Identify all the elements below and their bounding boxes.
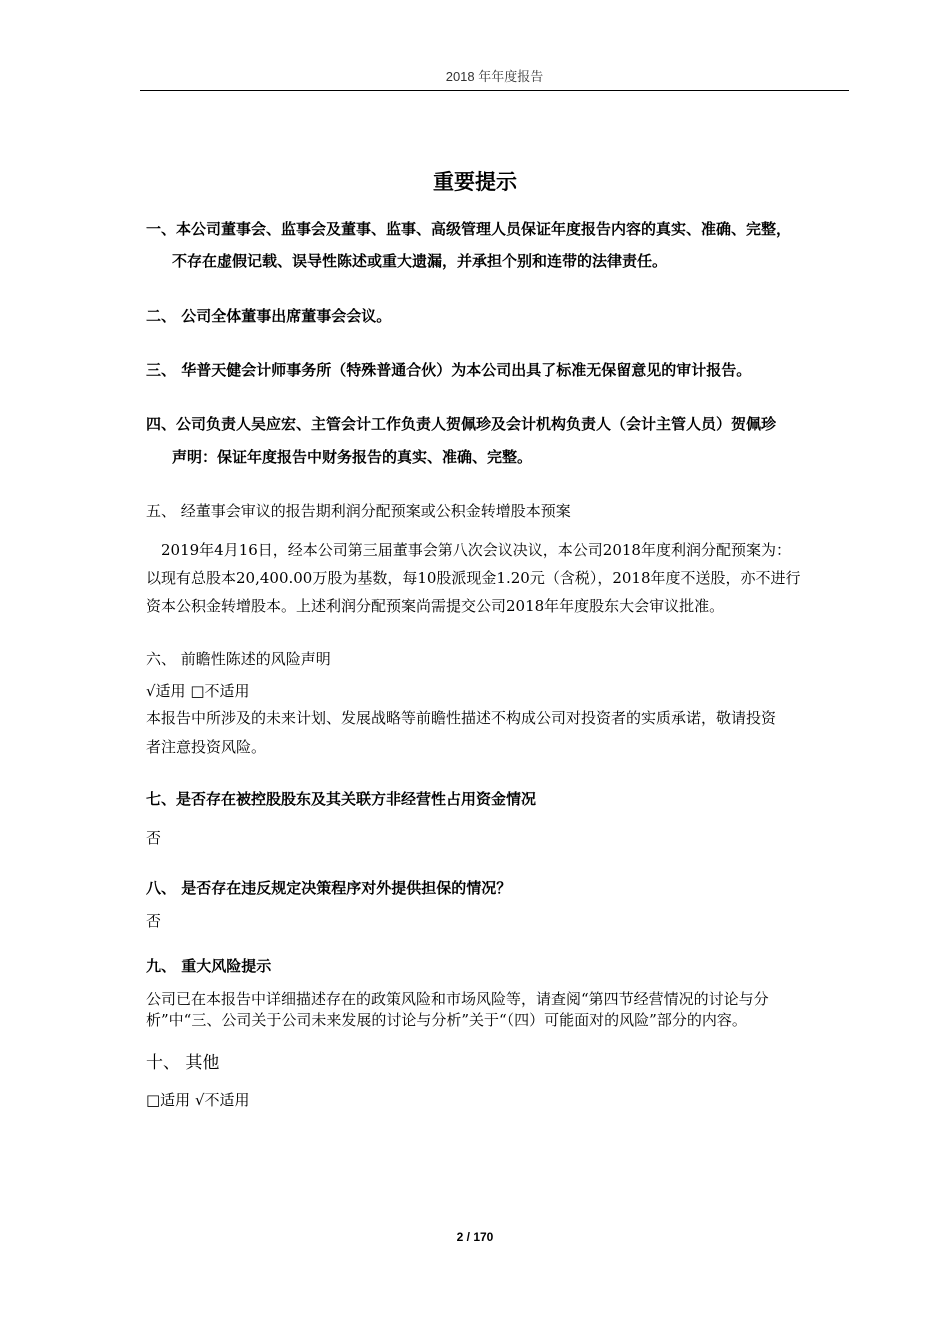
item-5-line-3: 资本公积金转增股本。上述利润分配预案尚需提交公司2018年年度股东大会审议批准。 — [146, 597, 725, 615]
item-7-heading: 七、是否存在被控股股东及其关联方非经营性占用资金情况 — [146, 790, 537, 808]
item-9-line-1: 公司已在本报告中详细描述存在的政策风险和市场风险等，请查阅“第四节经营情况的讨论与分 — [146, 990, 769, 1008]
item-7-answer: 否 — [146, 829, 162, 847]
item-5-heading: 五、 经董事会审议的报告期利润分配预案或公积金转增股本预案 — [146, 502, 571, 520]
item-9-line-2: 析”中“三、公司关于公司未来发展的讨论与分析”关于“（四）可能面对的风险”部分的内容。 — [146, 1011, 747, 1029]
item-1-line-1: 一、本公司董事会、监事会及董事、监事、高级管理人员保证年度报告内容的真实、准确、完整， — [146, 220, 792, 238]
item-5-line-1: 2019年4月16日，经本公司第三届董事会第八次会议决议，本公司2018年度利润分配预案为： — [146, 541, 791, 559]
item-2: 二、 公司全体董事出席董事会会议。 — [146, 307, 392, 325]
item-4-line-1: 四、公司负责人吴应宏、主管会计工作负责人贺佩珍及会计机构负责人（会计主管人员）贺佩珍 — [146, 415, 777, 433]
item-10-applicability: □适用 √不适用 — [146, 1091, 250, 1109]
item-6-line-1: 本报告中所涉及的未来计划、发展战略等前瞻性描述不构成公司对投资者的实质承诺，敬请投资 — [146, 709, 777, 727]
item-6-heading: 六、 前瞻性陈述的风险声明 — [146, 650, 331, 668]
page-title: 重要提示 — [433, 170, 517, 194]
page-number: 2 / 170 — [456, 1230, 494, 1244]
item-8-heading: 八、 是否存在违反规定决策程序对外提供担保的情况？ — [146, 879, 512, 897]
item-9-heading: 九、 重大风险提示 — [146, 957, 272, 975]
item-3: 三、 华普天健会计师事务所（特殊普通合伙）为本公司出具了标准无保留意见的审计报告。 — [146, 361, 752, 379]
item-5-line-2: 以现有总股本20,400.00万股为基数，每10股派现金1.20元（含税），2018年度不送股，亦不进行 — [146, 569, 801, 587]
item-4-line-2: 声明：保证年度报告中财务报告的真实、准确、完整。 — [172, 448, 533, 466]
page-header: 2018 年年度报告 — [140, 66, 849, 91]
item-10-heading: 十、 其他 — [146, 1053, 220, 1073]
item-6-applicability: √适用 □不适用 — [146, 682, 250, 700]
item-6-line-2: 者注意投资风险。 — [146, 738, 267, 756]
item-8-answer: 否 — [146, 912, 162, 930]
item-1-line-2: 不存在虚假记载、误导性陈述或重大遗漏，并承担个别和连带的法律责任。 — [172, 252, 668, 270]
